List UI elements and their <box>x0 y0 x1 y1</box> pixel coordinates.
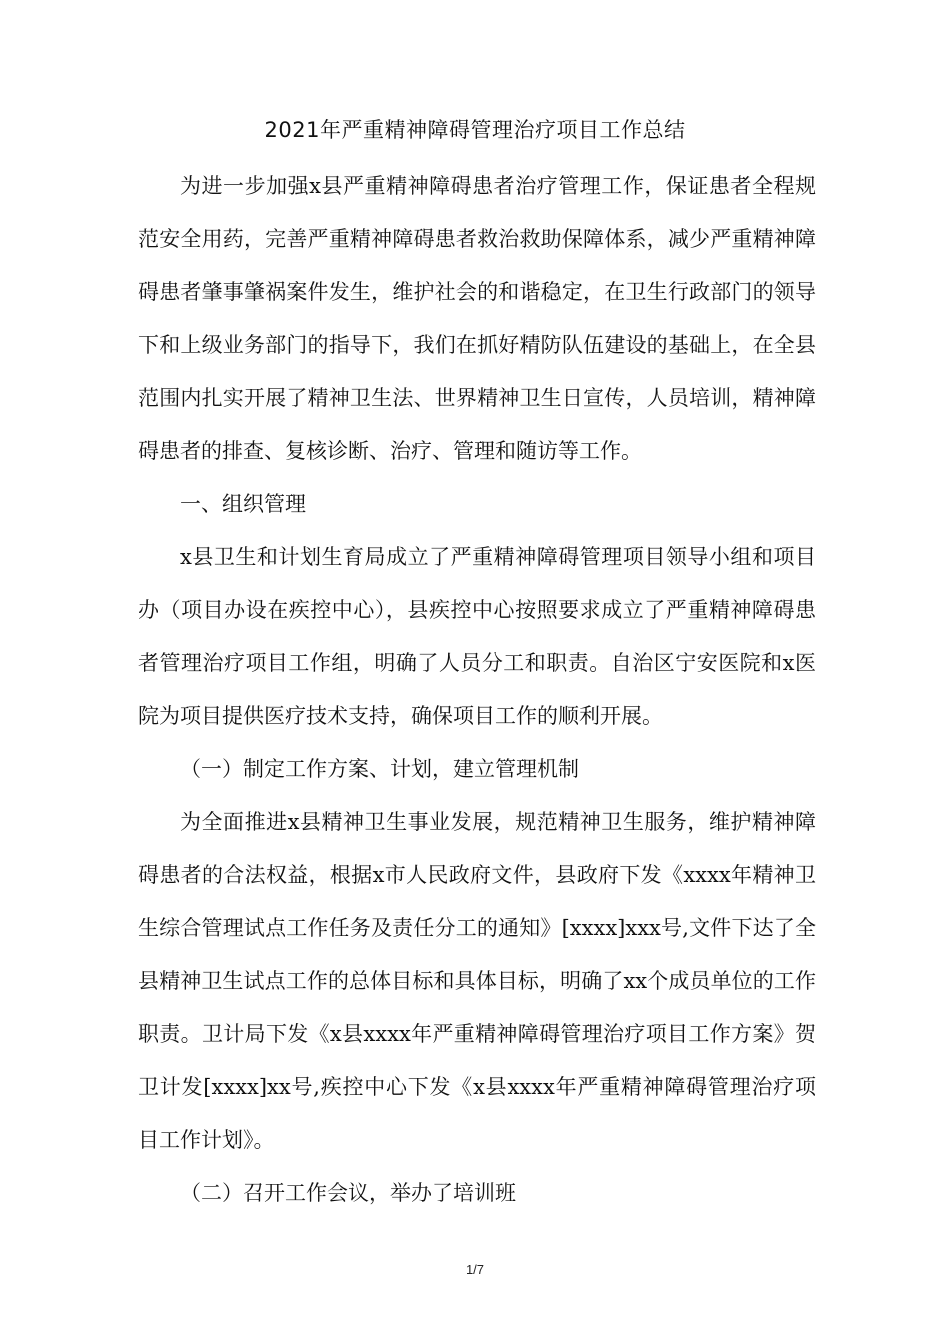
document-body <box>138 160 816 1220</box>
document-title: 2021年严重精神障碍管理治疗项目工作总结 <box>264 118 686 142</box>
subsection-heading-plan: （一）制定工作方案、计划，建立管理机制 <box>180 757 579 781</box>
subsection-heading-meetings: （二）召开工作会议，举办了培训班 <box>180 1181 516 1205</box>
paragraph-intro: 为进一步加强x县严重精神障碍患者治疗管理工作，保证患者全程规范安全用药，完善严重精神障碍患者救治救助保障体系，减少严重精神障碍患者肇事肇祸案件发生，维护社会的和谐稳定，在卫生行政部门的领导下和上级业务部门的指导下，我们在抓好精防队伍建设的基础上，在全县范围内扎实开展了精神卫生法、世界精神卫生日宣传，人员培训，精神障碍患者的排查、复核诊断、治疗、管理和随访等工作。 <box>138 174 816 463</box>
paragraph-plan: 为全面推进x县精神卫生事业发展，规范精神卫生服务，维护精神障碍患者的合法权益，根据x市人民政府文件，县政府下发《xxxx年精神卫生综合管理试点工作任务及责任分工的通知》[xxxx]xxx号,文件下达了全县精神卫生试点工作的总体目标和具体目标，明确了xx个成员单位的工作职责。卫计局下发《x县xxxx年严重精神障碍管理治疗项目工作方案》贺卫计发[xxxx]xx号,疾控中心下发《x县xxxx年严重精神障碍管理治疗项目工作计划》。 <box>138 810 816 1152</box>
page-number: 1/7 <box>465 1262 485 1277</box>
paragraph-organization: x县卫生和计划生育局成立了严重精神障碍管理项目领导小组和项目办（项目办设在疾控中心），县疾控中心按照要求成立了严重精神障碍患者管理治疗项目工作组，明确了人员分工和职责。自治区宁安医院和x医院为项目提供医疗技术支持，确保项目工作的顺利开展。 <box>138 545 816 728</box>
section-heading-organization: 一、组织管理 <box>180 492 306 516</box>
